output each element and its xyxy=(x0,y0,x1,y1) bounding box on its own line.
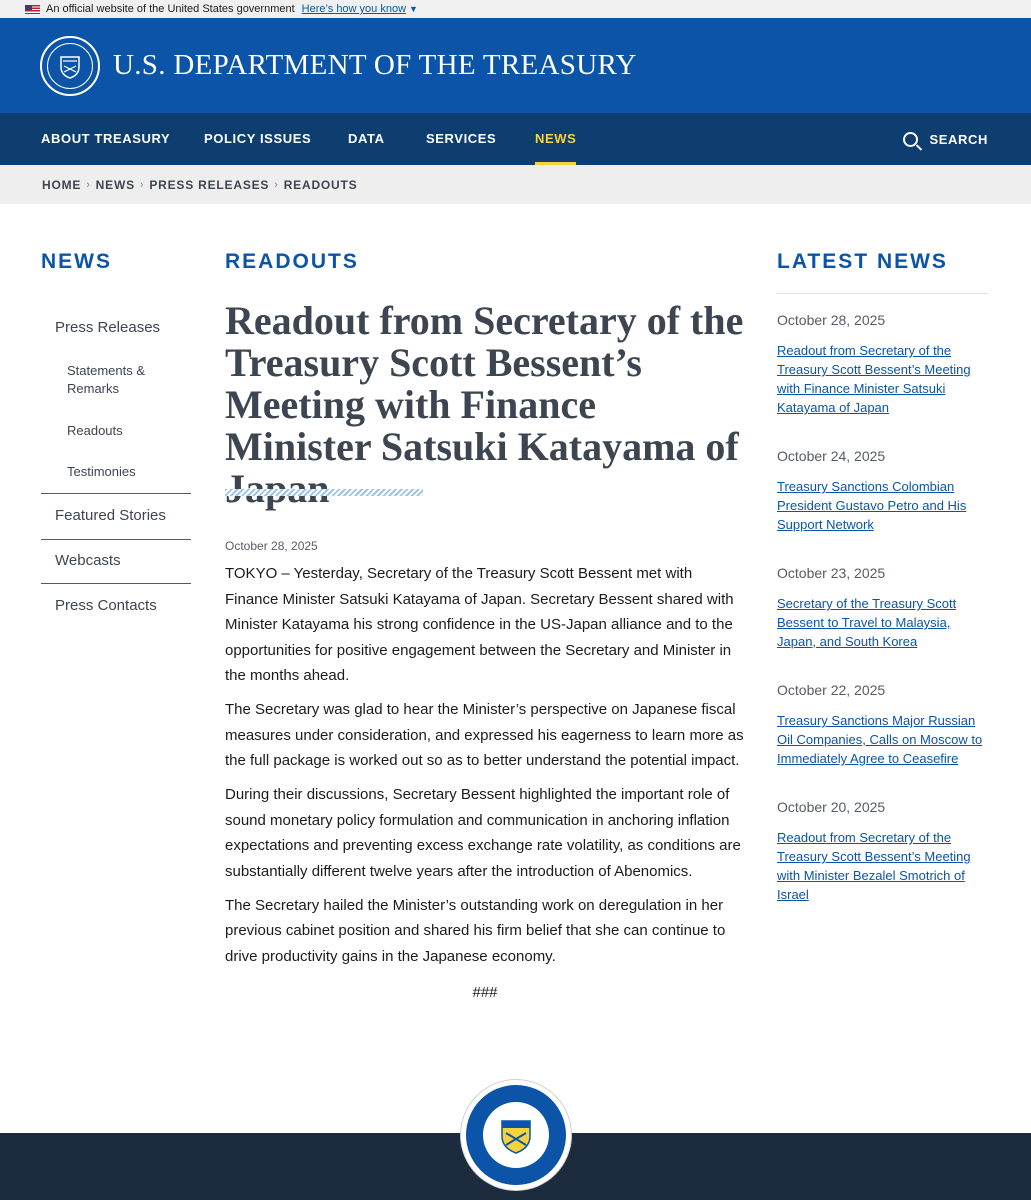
nav-news[interactable]: NEWS xyxy=(535,113,576,165)
news-link[interactable]: Secretary of the Treasury Scott Bessent to Travel to Malaysia, Japan, and South Korea xyxy=(777,596,957,649)
news-link[interactable]: Treasury Sanctions Major Russian Oil Companies, Calls on Moscow to Immediately Agree to Ceasefire xyxy=(777,713,983,766)
nav-data[interactable]: DATA xyxy=(348,131,385,146)
news-date: October 23, 2025 xyxy=(777,565,886,581)
nav-services[interactable]: SERVICES xyxy=(426,131,497,146)
article-paragraph: During their discussions, Secretary Bessent highlighted the important role of sound monetary policy formulation and communication in anchoring inflation expectations and preventing excess exchange rate volatility, as conditions are substantially different twelve years after the introduction of Abenomics. xyxy=(225,786,741,880)
news-link[interactable]: Readout from Secretary of the Treasury Scott Bessent’s Meeting with Finance Minister Satsuki Katayama of Japan xyxy=(777,343,971,415)
gov-banner-text: An official website of the United States government xyxy=(46,3,295,15)
sidebar-item-press-contacts[interactable]: Press Contacts xyxy=(55,597,157,614)
news-date: October 24, 2025 xyxy=(777,448,886,464)
title-underline-decoration xyxy=(225,489,423,496)
article-body xyxy=(225,561,747,978)
news-link[interactable]: Readout from Secretary of the Treasury Scott Bessent’s Meeting with Minister Bezalel Smotrich of Israel xyxy=(777,830,971,902)
sidebar-item-readouts[interactable]: Readouts xyxy=(67,423,123,438)
sidebar-item-webcasts[interactable]: Webcasts xyxy=(55,552,121,569)
breadcrumb xyxy=(0,165,1031,204)
breadcrumb-readouts: READOUTS xyxy=(283,177,358,192)
news-link[interactable]: Treasury Sanctions Colombian President Gustavo Petro and His Support Network xyxy=(777,479,967,532)
news-date: October 28, 2025 xyxy=(777,312,886,328)
chevron-right-icon: › xyxy=(139,178,145,191)
main-nav xyxy=(0,113,1031,165)
search-label[interactable]: SEARCH xyxy=(929,131,988,147)
site-title[interactable]: U.S. DEPARTMENT OF THE TREASURY xyxy=(113,49,637,81)
sidebar-item-statements-remarks[interactable]: Statements & Remarks xyxy=(67,363,146,396)
sidebar-divider xyxy=(41,493,191,494)
nav-about-treasury[interactable]: ABOUT TREASURY xyxy=(41,131,171,146)
news-date: October 20, 2025 xyxy=(777,799,886,815)
page-title: Readout from Secretary of the Treasury Scott Bessent’s Meeting with Finance Minister Satsuki Katayama of xyxy=(225,298,744,469)
article-end-mark: ### xyxy=(472,984,498,1001)
nav-policy-issues[interactable]: POLICY ISSUES xyxy=(204,131,312,146)
gov-banner xyxy=(0,0,1031,18)
heres-how-you-know-link[interactable]: Here’s how you know xyxy=(301,3,407,15)
article-paragraph: The Secretary was glad to hear the Minister’s perspective on Japanese fiscal measures under consideration, and expressed his eagerness to learn more as the full package is worked out so as to better understand the potential impact. xyxy=(225,701,744,769)
sidebar-item-press-releases[interactable]: Press Releases xyxy=(55,319,161,336)
sidebar-item-featured-stories[interactable]: Featured Stories xyxy=(55,507,166,524)
sidebar-divider xyxy=(41,539,191,540)
article-date: October 28, 2025 xyxy=(225,539,318,553)
article-paragraph: The Secretary hailed the Minister’s outstanding work on deregulation in her previous cabinet position and shared his firm belief that she can continue to drive productivity gains in the Japanese economy. xyxy=(225,896,726,965)
news-date: October 22, 2025 xyxy=(777,682,886,698)
latest-news-heading: LATEST NEWS xyxy=(777,250,948,273)
breadcrumb-press-releases[interactable]: PRESS RELEASES xyxy=(149,177,270,192)
sidebar-divider xyxy=(41,583,191,584)
latest-news-item xyxy=(777,565,988,651)
chevron-down-icon[interactable]: ▼ xyxy=(409,4,418,14)
latest-news-item xyxy=(777,682,988,768)
article-paragraph: TOKYO – Yesterday, Secretary of the Treasury Scott Bessent met with Finance Minister Satsuki Katayama of Japan. Secretary Bessent shared with Minister Katayama his strong confidence in the US-Japan alliance and to the opportunities for positive engagement between the Secretary and Minister in the months ahead. xyxy=(225,565,734,684)
search-icon[interactable] xyxy=(903,132,918,147)
sidebar-heading: NEWS xyxy=(41,250,112,273)
section-label: READOUTS xyxy=(225,250,359,273)
chevron-right-icon: › xyxy=(86,178,91,191)
breadcrumb-news[interactable]: NEWS xyxy=(95,177,135,192)
chevron-right-icon: › xyxy=(274,178,279,191)
sidebar-item-testimonies[interactable]: Testimonies xyxy=(67,464,136,479)
site-header xyxy=(0,18,1031,113)
latest-news-item xyxy=(777,799,988,904)
latest-news-item xyxy=(777,312,988,417)
treasury-seal-icon[interactable] xyxy=(40,36,100,96)
treasury-seal-icon[interactable] xyxy=(461,1080,571,1190)
breadcrumb-home[interactable]: HOME xyxy=(42,177,82,192)
latest-news-divider xyxy=(777,293,988,294)
search-button[interactable] xyxy=(903,113,989,165)
us-flag-icon xyxy=(25,5,40,14)
latest-news-item xyxy=(777,448,988,534)
